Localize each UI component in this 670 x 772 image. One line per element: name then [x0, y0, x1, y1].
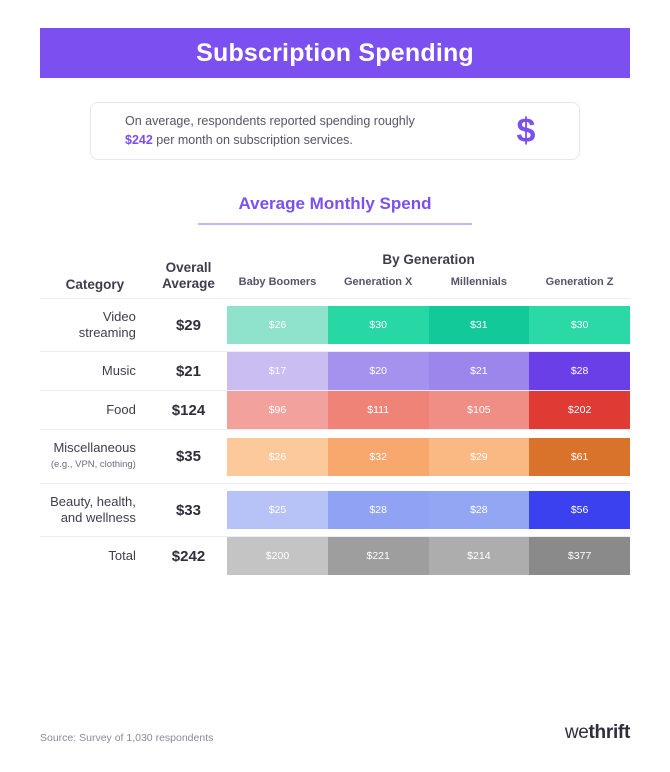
heatmap-cell [227, 484, 328, 537]
heatmap-cell-value: $111 [328, 391, 429, 429]
row-category-line1: Food [106, 402, 136, 417]
heatmap-cell-value: $56 [529, 491, 630, 529]
heatmap-cell [429, 391, 530, 430]
heatmap-cell-value: $221 [328, 537, 429, 575]
heatmap-cell-value: $20 [328, 352, 429, 390]
heatmap-cell [328, 299, 429, 352]
heatmap-cell [328, 484, 429, 537]
row-category-line1: Total [108, 548, 136, 563]
heatmap-cell-value: $32 [328, 438, 429, 476]
summary-amount: $242 [125, 133, 153, 147]
heatmap-cell [529, 430, 630, 484]
heatmap-cell [429, 352, 530, 391]
row-category-line2: streaming [78, 325, 136, 340]
row-category-label [40, 391, 150, 430]
row-category-line1: Miscellaneous [53, 440, 136, 455]
heatmap-cell-value: $377 [529, 537, 630, 575]
heatmap-cell-value: $96 [227, 391, 328, 429]
row-overall-average: $33 [150, 484, 227, 537]
heatmap-cell [429, 484, 530, 537]
table-row [40, 299, 630, 352]
footer [40, 722, 630, 744]
source-note: Source: Survey of 1,030 respondents [40, 732, 214, 744]
heatmap-cell [227, 299, 328, 352]
heatmap-cell [529, 484, 630, 537]
heatmap-cell-value: $26 [227, 438, 328, 476]
brand-logo-bold: thrift [588, 722, 630, 743]
heatmap-cell-value: $26 [227, 306, 328, 344]
heatmap-cell [529, 352, 630, 391]
column-header-generation-z: Generation Z [545, 276, 614, 288]
summary-line-2: per month on subscription services. [152, 133, 353, 147]
row-overall-average: $21 [150, 352, 227, 391]
summary-callout [90, 102, 580, 160]
heatmap-cell [328, 391, 429, 430]
brand-logo-light: we [564, 722, 589, 743]
row-category-label [40, 484, 150, 537]
page-title: Subscription Spending [196, 38, 474, 67]
row-overall-average: $242 [150, 537, 227, 576]
column-header-millennials: Millennials [450, 276, 507, 288]
row-category-label [40, 537, 150, 576]
heatmap-cell-value: $21 [429, 352, 530, 390]
heatmap-cell [529, 537, 630, 576]
row-category-line1: Video [102, 309, 136, 324]
column-header-overall-average: Overall Average [162, 260, 215, 291]
heatmap-cell-value: $200 [227, 537, 328, 575]
heatmap-cell [328, 537, 429, 576]
heatmap-cell [227, 430, 328, 484]
heatmap-cell [227, 537, 328, 576]
heatmap-cell [429, 430, 530, 484]
section-heading [40, 194, 630, 225]
heatmap-cell-value: $17 [227, 352, 328, 390]
heatmap-cell-value: $28 [429, 491, 530, 529]
row-category-sublabel: (e.g., VPN, clothing) [50, 459, 136, 470]
infographic-page [0, 28, 670, 772]
heatmap-cell [227, 391, 328, 430]
table-header-top [40, 251, 630, 275]
row-category-label [40, 430, 150, 484]
heatmap-cell [328, 352, 429, 391]
heatmap-cell-value: $28 [529, 352, 630, 390]
heatmap-cell [328, 430, 429, 484]
column-header-category: Category [65, 277, 125, 292]
heatmap-cell [429, 537, 530, 576]
heatmap-cell-value: $30 [529, 306, 630, 344]
heatmap-cell-value: $61 [529, 438, 630, 476]
heatmap-cell-value: $105 [429, 391, 530, 429]
spend-table [40, 251, 630, 575]
table-row [40, 484, 630, 537]
table-row [40, 352, 630, 391]
table-row [40, 391, 630, 430]
heatmap-cell-value: $30 [328, 306, 429, 344]
heatmap-cell-value: $28 [328, 491, 429, 529]
title-banner [40, 28, 630, 78]
summary-line-1: On average, respondents reported spending roughly [125, 114, 415, 128]
section-heading-label: Average Monthly Spend [198, 194, 471, 225]
heatmap-cell-value: $31 [429, 306, 530, 344]
row-category-line1: Beauty, health, [50, 494, 136, 509]
row-category-label [40, 299, 150, 352]
summary-text [115, 112, 497, 150]
row-overall-average: $35 [150, 430, 227, 484]
heatmap-cell-value: $202 [529, 391, 630, 429]
heatmap-cell [529, 391, 630, 430]
heatmap-cell [529, 299, 630, 352]
column-header-by-generation: By Generation [382, 252, 475, 267]
table-row [40, 430, 630, 484]
brand-logo [565, 722, 630, 744]
dollar-sign-icon: $ [516, 112, 536, 150]
row-category-label [40, 352, 150, 391]
row-category-line1: Music [101, 363, 136, 378]
table-body [40, 299, 630, 576]
heatmap-cell [227, 352, 328, 391]
column-header-baby-boomers: Baby Boomers [238, 276, 317, 288]
row-overall-average: $124 [150, 391, 227, 430]
column-header-generation-x: Generation X [343, 276, 413, 288]
heatmap-cell-value: $25 [227, 491, 328, 529]
row-overall-average: $29 [150, 299, 227, 352]
heatmap-cell-value: $214 [429, 537, 530, 575]
heatmap-cell [429, 299, 530, 352]
table-row [40, 537, 630, 576]
row-category-line2: and wellness [60, 510, 136, 525]
heatmap-cell-value: $29 [429, 438, 530, 476]
